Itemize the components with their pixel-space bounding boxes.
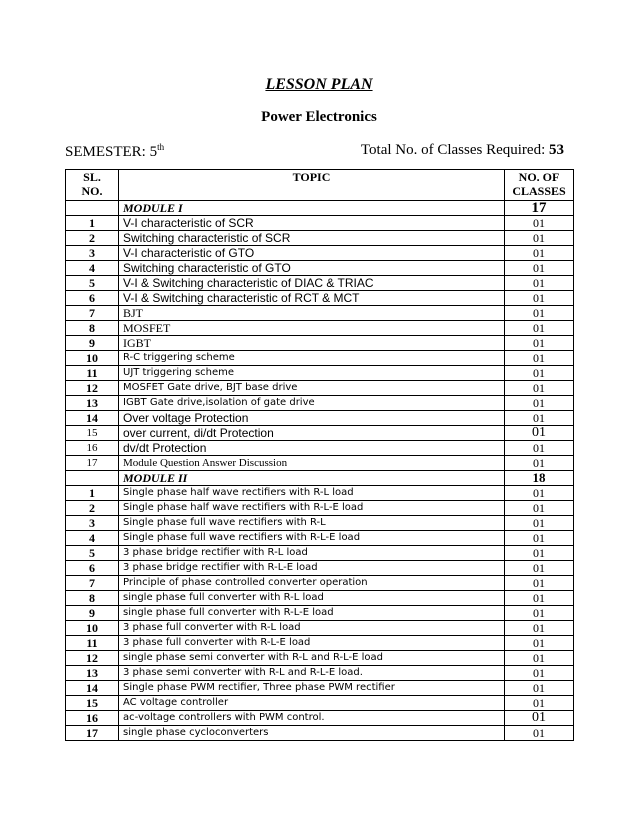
row-topic: single phase full converter with R-L load xyxy=(119,591,505,606)
table-row xyxy=(66,381,574,396)
row-topic: 3 phase semi converter with R-L and R-L-E load. xyxy=(119,666,505,681)
row-topic: single phase cycloconverters xyxy=(119,726,505,741)
row-classes: 01 xyxy=(505,246,574,261)
row-sl-number: 13 xyxy=(66,396,119,411)
table-row xyxy=(66,426,574,441)
row-topic: 3 phase full converter with R-L load xyxy=(119,621,505,636)
row-sl-number: 3 xyxy=(66,246,119,261)
row-sl-number: 2 xyxy=(66,231,119,246)
row-classes: 01 xyxy=(505,591,574,606)
row-sl-number: 3 xyxy=(66,516,119,531)
table-row xyxy=(66,441,574,456)
table-row xyxy=(66,711,574,726)
row-topic: Single phase full wave rectifiers with R-L-E load xyxy=(119,531,505,546)
module-classes: 17 xyxy=(505,201,574,216)
row-classes: 01 xyxy=(505,516,574,531)
row-classes: 01 xyxy=(505,261,574,276)
row-sl-number: 11 xyxy=(66,366,119,381)
table-row xyxy=(66,621,574,636)
row-topic: ac-voltage controllers with PWM control. xyxy=(119,711,505,726)
row-topic: Single phase full wave rectifiers with R-L xyxy=(119,516,505,531)
row-sl-number: 2 xyxy=(66,501,119,516)
row-topic: V-I & Switching characteristic of RCT & MCT xyxy=(119,291,505,306)
semester-info xyxy=(65,142,164,161)
row-topic: IGBT Gate drive,isolation of gate drive xyxy=(119,396,505,411)
row-sl-number: 6 xyxy=(66,291,119,306)
table-row xyxy=(66,276,574,291)
row-topic: Switching characteristic of SCR xyxy=(119,231,505,246)
row-classes: 01 xyxy=(505,291,574,306)
row-sl-number: 12 xyxy=(66,381,119,396)
table-row xyxy=(66,531,574,546)
table-body xyxy=(66,201,574,741)
row-classes: 01 xyxy=(505,411,574,426)
table-row xyxy=(66,546,574,561)
row-topic: single phase full converter with R-L-E load xyxy=(119,606,505,621)
row-topic: Principle of phase controlled converter operation xyxy=(119,576,505,591)
table-row xyxy=(66,216,574,231)
lesson-plan-table xyxy=(65,169,574,741)
row-topic: UJT triggering scheme xyxy=(119,366,505,381)
row-classes: 01 xyxy=(505,531,574,546)
table-header-row xyxy=(66,170,574,201)
table-row xyxy=(66,666,574,681)
row-sl-number: 6 xyxy=(66,561,119,576)
row-topic: IGBT xyxy=(119,336,505,351)
row-sl-number: 17 xyxy=(66,726,119,741)
table-row xyxy=(66,396,574,411)
row-topic: Module Question Answer Discussion xyxy=(119,456,505,471)
row-classes: 01 xyxy=(505,396,574,411)
column-header-topic: TOPIC xyxy=(119,170,505,201)
module-row xyxy=(66,471,574,486)
row-sl-number: 15 xyxy=(66,696,119,711)
row-topic: single phase semi converter with R-L and R-L-E load xyxy=(119,651,505,666)
table-row xyxy=(66,591,574,606)
row-classes: 01 xyxy=(505,576,574,591)
row-topic: V-I & Switching characteristic of DIAC & TRIAC xyxy=(119,276,505,291)
column-header-sl xyxy=(66,170,119,201)
row-topic: AC voltage controller xyxy=(119,696,505,711)
row-sl-number: 12 xyxy=(66,651,119,666)
row-classes: 01 xyxy=(505,321,574,336)
row-sl-number: 1 xyxy=(66,216,119,231)
table-row xyxy=(66,456,574,471)
row-classes: 01 xyxy=(505,666,574,681)
row-sl-number: 9 xyxy=(66,336,119,351)
row-classes: 01 xyxy=(505,381,574,396)
module-name: MODULE I xyxy=(119,201,505,216)
row-classes: 01 xyxy=(505,621,574,636)
table-row xyxy=(66,291,574,306)
module-sl-cell xyxy=(66,201,119,216)
module-row xyxy=(66,201,574,216)
row-sl-number: 8 xyxy=(66,321,119,336)
module-classes: 18 xyxy=(505,471,574,486)
module-name: MODULE II xyxy=(119,471,505,486)
table-row xyxy=(66,696,574,711)
row-classes: 01 xyxy=(505,501,574,516)
table-row xyxy=(66,336,574,351)
total-classes-label: Total No. of Classes Required: xyxy=(360,142,546,158)
semester-value: 5 xyxy=(149,144,158,160)
table-row xyxy=(66,351,574,366)
row-topic: V-I characteristic of SCR xyxy=(119,216,505,231)
row-topic: R-C triggering scheme xyxy=(119,351,505,366)
table-row xyxy=(66,246,574,261)
row-sl-number: 14 xyxy=(66,411,119,426)
row-classes: 01 xyxy=(505,651,574,666)
table-row xyxy=(66,681,574,696)
table-row xyxy=(66,366,574,381)
row-topic: 3 phase bridge rectifier with R-L load xyxy=(119,546,505,561)
row-sl-number: 10 xyxy=(66,621,119,636)
row-classes: 01 xyxy=(505,606,574,621)
table-row xyxy=(66,576,574,591)
row-classes: 01 xyxy=(505,726,574,741)
row-sl-number: 16 xyxy=(66,441,119,456)
total-classes-value: 53 xyxy=(549,142,564,158)
table-row xyxy=(66,606,574,621)
table-row xyxy=(66,501,574,516)
row-topic: BJT xyxy=(119,306,505,321)
row-classes: 01 xyxy=(505,231,574,246)
row-classes: 01 xyxy=(505,216,574,231)
row-topic: MOSFET xyxy=(119,321,505,336)
row-classes: 01 xyxy=(505,366,574,381)
row-sl-number: 16 xyxy=(66,711,119,726)
row-sl-number: 11 xyxy=(66,636,119,651)
table-row xyxy=(66,231,574,246)
row-classes: 01 xyxy=(505,426,574,441)
row-sl-number: 1 xyxy=(66,486,119,501)
table-row xyxy=(66,486,574,501)
row-classes: 01 xyxy=(505,456,574,471)
total-classes-info xyxy=(361,142,564,159)
row-classes: 01 xyxy=(505,636,574,651)
table-row xyxy=(66,306,574,321)
table-row xyxy=(66,411,574,426)
table-row xyxy=(66,321,574,336)
column-header-classes-line1: NO. OF xyxy=(518,170,560,184)
subject-title: Power Electronics xyxy=(261,109,377,125)
table-row xyxy=(66,561,574,576)
table-row xyxy=(66,516,574,531)
row-classes: 01 xyxy=(505,441,574,456)
column-header-sl-line1: SL. xyxy=(83,170,101,184)
column-header-sl-line2: NO. xyxy=(81,184,103,198)
row-classes: 01 xyxy=(505,336,574,351)
column-header-classes-line2: CLASSES xyxy=(512,184,566,198)
table-row xyxy=(66,261,574,276)
table-row xyxy=(66,651,574,666)
semester-suffix: th xyxy=(157,142,165,152)
row-topic: Switching characteristic of GTO xyxy=(119,261,505,276)
row-topic: dv/dt Protection xyxy=(119,441,505,456)
row-sl-number: 10 xyxy=(66,351,119,366)
row-topic: V-I characteristic of GTO xyxy=(119,246,505,261)
row-sl-number: 7 xyxy=(66,576,119,591)
row-topic: MOSFET Gate drive, BJT base drive xyxy=(119,381,505,396)
row-sl-number: 7 xyxy=(66,306,119,321)
row-classes: 01 xyxy=(505,351,574,366)
row-sl-number: 15 xyxy=(66,426,119,441)
document-title: LESSON PLAN xyxy=(265,76,373,93)
row-classes: 01 xyxy=(505,306,574,321)
row-sl-number: 5 xyxy=(66,276,119,291)
row-classes: 01 xyxy=(505,696,574,711)
row-classes: 01 xyxy=(505,276,574,291)
row-sl-number: 14 xyxy=(66,681,119,696)
row-sl-number: 4 xyxy=(66,531,119,546)
row-topic: 3 phase bridge rectifier with R-L-E load xyxy=(119,561,505,576)
column-header-classes xyxy=(505,170,574,201)
row-topic: over current, di/dt Protection xyxy=(119,426,505,441)
row-classes: 01 xyxy=(505,681,574,696)
semester-label: SEMESTER: xyxy=(65,144,146,160)
row-sl-number: 9 xyxy=(66,606,119,621)
table-row xyxy=(66,636,574,651)
row-topic: Single phase half wave rectifiers with R-L-E load xyxy=(119,501,505,516)
row-topic: Over voltage Protection xyxy=(119,411,505,426)
row-sl-number: 17 xyxy=(66,456,119,471)
row-classes: 01 xyxy=(505,711,574,726)
row-classes: 01 xyxy=(505,546,574,561)
module-sl-cell xyxy=(66,471,119,486)
row-sl-number: 8 xyxy=(66,591,119,606)
row-classes: 01 xyxy=(505,486,574,501)
row-topic: 3 phase full converter with R-L-E load xyxy=(119,636,505,651)
row-sl-number: 5 xyxy=(66,546,119,561)
row-sl-number: 13 xyxy=(66,666,119,681)
table-row xyxy=(66,726,574,741)
row-topic: Single phase half wave rectifiers with R-L load xyxy=(119,486,505,501)
row-sl-number: 4 xyxy=(66,261,119,276)
row-topic: Single phase PWM rectifier, Three phase PWM rectifier xyxy=(119,681,505,696)
row-classes: 01 xyxy=(505,561,574,576)
